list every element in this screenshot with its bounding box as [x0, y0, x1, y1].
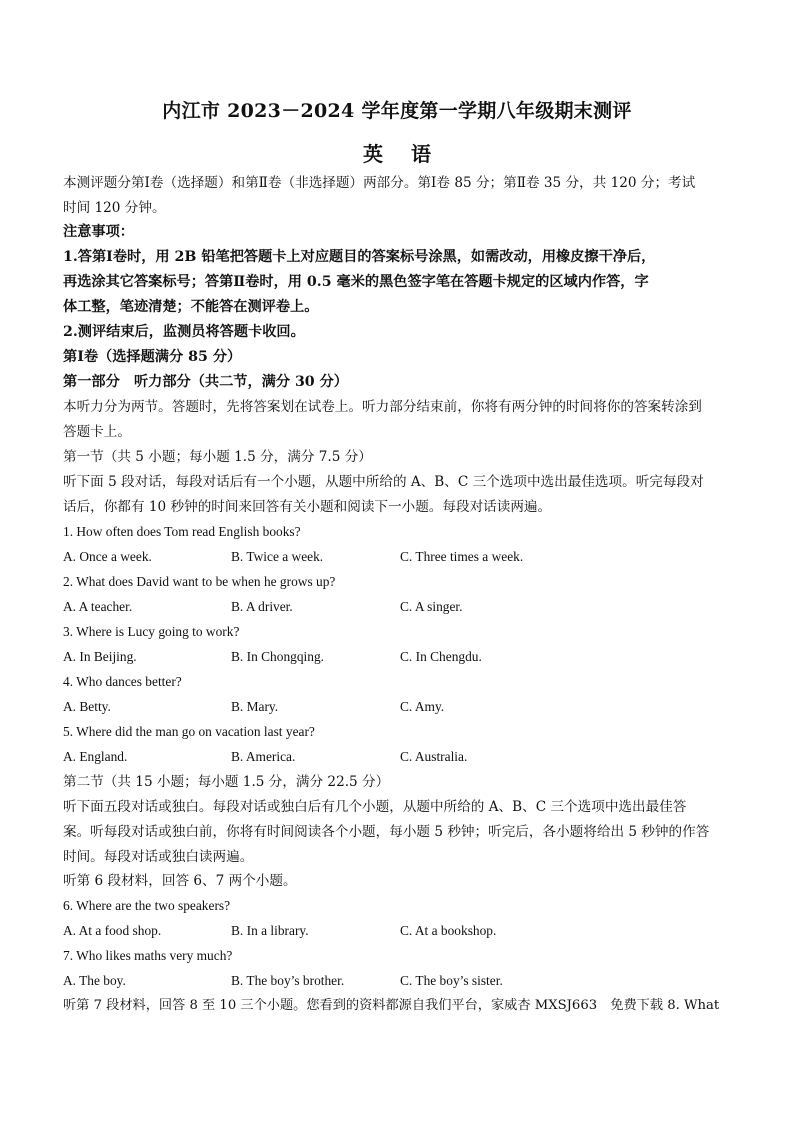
section-description: 时间。每段对话或独白读两遍。 [63, 849, 254, 865]
option-b: B. In a library. [231, 923, 309, 938]
option-b: B. The boy’s brother. [231, 973, 345, 988]
option-c: C. At a bookshop. [400, 923, 497, 938]
option-a: A. At a food shop. [63, 923, 162, 938]
section-description: 听下面 5 段对话，每段对话后有一个小题，从题中所给的 A、B、C 三个选项中选出最佳选项。听完每段对 [63, 474, 704, 490]
question-options [63, 647, 743, 667]
question-text: 5. Where did the man go on vacation last year? [63, 724, 315, 739]
part-description: 本听力分为两节。答题时，先将答案划在试卷上。听力部分结束前，你将有两分钟的时间将你的答案转涂到 [63, 399, 702, 415]
option-c: C. A singer. [400, 599, 463, 614]
question-options [63, 597, 743, 617]
option-a: A. Betty. [63, 699, 111, 714]
question-options [63, 697, 743, 717]
question-text: 4. Who dances better? [63, 674, 182, 689]
section-heading: 第二节（共 15 小题；每小题 1.5 分，满分 22.5 分） [63, 774, 390, 790]
part-description: 答题卡上。 [63, 424, 131, 440]
option-b: B. America. [231, 749, 296, 764]
question-text: 3. Where is Lucy going to work? [63, 624, 240, 639]
part-heading: 第一部分 听力部分（共二节，满分 30 分） [63, 374, 348, 390]
question-text: 6. Where are the two speakers? [63, 898, 231, 913]
option-a: A. The boy. [63, 973, 126, 988]
option-b: B. A driver. [231, 599, 293, 614]
notes-item: 1.答第Ⅰ卷时，用 2B 铅笔把答题卡上对应题目的答案标号涂黑，如需改动，用橡皮擦干净后， [63, 249, 656, 265]
option-a: A. England. [63, 749, 128, 764]
option-c: C. Three times a week. [400, 549, 524, 564]
subject-title: 英语 [363, 142, 459, 166]
intro-line: 时间 120 分钟。 [63, 200, 166, 216]
section-description: 话后，你都有 10 秒钟的时间来回答有关小题和阅读下一小题。每段对话读两遍。 [63, 499, 552, 515]
option-b: B. In Chongqing. [231, 649, 324, 664]
option-a: A. Once a week. [63, 549, 152, 564]
intro-line: 本测评题分第Ⅰ卷（选择题）和第Ⅱ卷（非选择题）两部分。第Ⅰ卷 85 分；第Ⅱ卷 35 分，共 120 分；考试 [63, 175, 696, 191]
notes-heading: 注意事项： [63, 224, 134, 240]
volume-heading: 第Ⅰ卷（选择题满分 85 分） [63, 349, 242, 365]
option-b: B. Mary. [231, 699, 279, 714]
question-text: 2. What does David want to be when he grows up? [63, 574, 336, 589]
notes-item: 2.测评结束后，监测员将答题卡收回。 [63, 324, 305, 340]
option-c: C. Australia. [400, 749, 468, 764]
option-b: B. Twice a week. [231, 549, 324, 564]
option-c: C. The boy’s sister. [400, 973, 503, 988]
question-text: 1. How often does Tom read English books? [63, 524, 301, 539]
section-heading: 第一节（共 5 小题；每小题 1.5 分，满分 7.5 分） [63, 449, 372, 465]
question-options [63, 547, 743, 567]
option-c: C. In Chengdu. [400, 649, 482, 664]
material-instruction: 听第 6 段材料，回答 6、7 两个小题。 [63, 873, 297, 889]
material-instruction: 听第 7 段材料，回答 8 至 10 三个小题。您看到的资料都源自我们平台，家威杏 MXSJ663 免费下载 8. What [63, 998, 720, 1013]
option-a: A. In Beijing. [63, 649, 137, 664]
notes-item: 体工整，笔迹清楚；不能答在测评卷上。 [63, 299, 319, 315]
option-c: C. Amy. [400, 699, 445, 714]
section-description: 听下面五段对话或独白。每段对话或独白后有几个小题，从题中所给的 A、B、C 三个选项中选出最佳答 [63, 799, 687, 815]
question-options [63, 747, 743, 767]
notes-item: 再选涂其它答案标号；答第Ⅱ卷时，用 0.5 毫米的黑色签字笔在答题卡规定的区域内作答，字 [63, 274, 649, 290]
page-title: 内江市 2023－2024 学年度第一学期八年级期末测评 [162, 100, 632, 122]
question-options [63, 971, 743, 991]
question-text: 7. Who likes maths very much? [63, 948, 233, 963]
question-options [63, 921, 743, 941]
option-a: A. A teacher. [63, 599, 133, 614]
section-description: 案。听每段对话或独白前，你将有时间阅读各个小题，每小题 5 秒钟；听完后，各小题将给出 5 秒钟的作答 [63, 824, 710, 840]
